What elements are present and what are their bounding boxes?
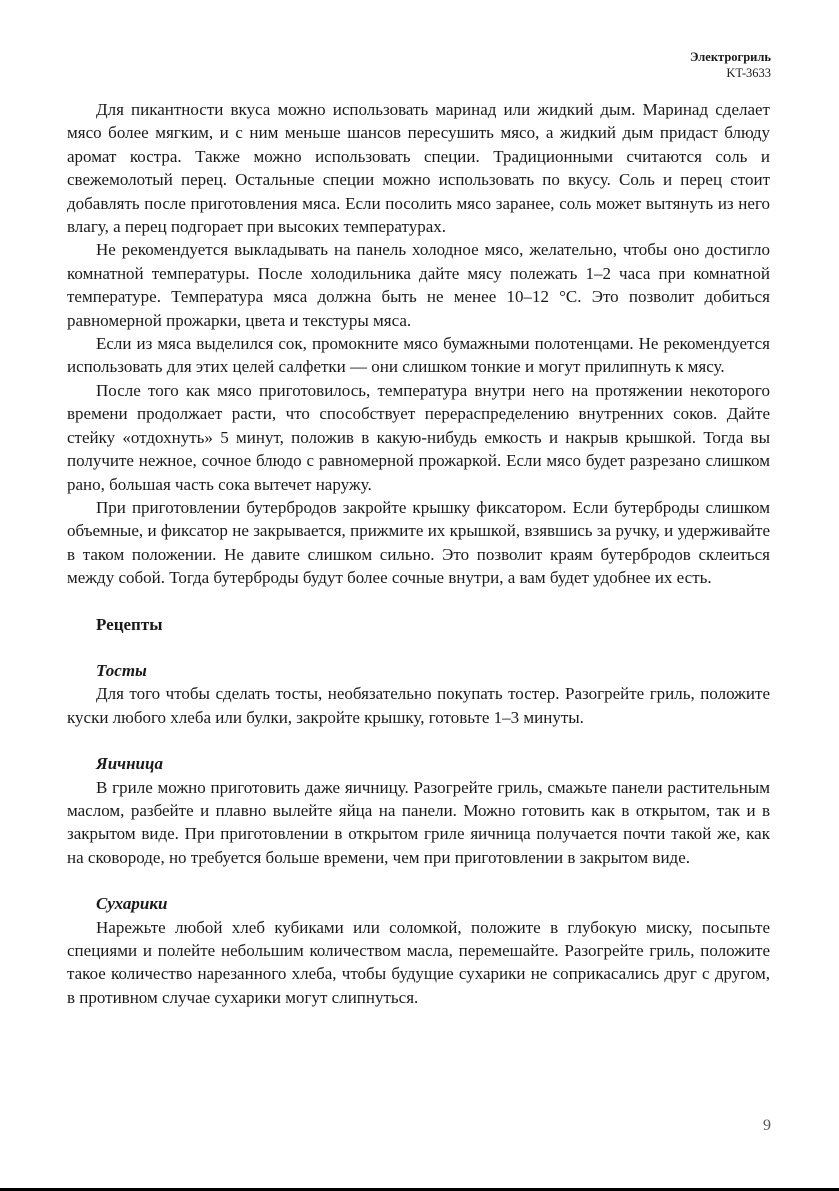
paragraph-resting: После того как мясо приготовилось, температура внутри него на протяжении некоторого времени продолжает расти, что способствует перераспределению внутренних соков. Дайте стейку «отдохнуть» 5 минут, положив в какую-нибудь емкость и накрыв крышкой. Тогда вы получите нежное, сочное блюдо с равномерной прожаркой. Если мясо будет разрезано слишком рано, большая часть сока вытечет наружу. — [67, 380, 770, 494]
recipe-title-eggs: Яичница — [96, 754, 163, 774]
spacer — [67, 729, 770, 752]
spacer — [67, 869, 770, 892]
page-header — [690, 49, 771, 81]
recipe-text-eggs: В гриле можно приготовить даже яичницу. Разогрейте гриль, смажьте панели растительным маслом, разбейте и плавно вылейте яйца на панели. Можно готовить как в открытом, так и в закрытом виде. При приготовлении в открытом гриле яичница получается почти такой же, как на сковороде, но требуется больше времени, чем при приготовлении в закрытом виде. — [67, 777, 770, 867]
body-text — [67, 98, 770, 1009]
page-number: 9 — [763, 1117, 771, 1134]
recipe-text-croutons: Нарежьте любой хлеб кубиками или соломкой, положите в глубокую миску, посыпьте специями и полейте небольшим количеством масла, перемешайте. Разогрейте гриль, положите такое количество нарезанного хлеба, чтобы будущие сухарики не соприкасались друг с другом, в противном случае сухарики могут слипнуться. — [67, 917, 770, 1007]
spacer — [67, 590, 770, 613]
recipes-heading: Рецепты — [96, 614, 163, 634]
paragraph-sandwiches: При приготовлении бутербродов закройте крышку фиксатором. Если бутерброды слишком объемные, и фиксатор не закрывается, прижмите их крышкой, взявшись за ручку, и удерживайте в таком положении. Не давите слишком сильно. Это позволит краям бутербродов склеиться между собой. Тогда бутерброды будут более сочные внутри, а вам будет удобнее их есть. — [67, 497, 770, 588]
paragraph-juice: Если из мяса выделился сок, промокните мясо бумажными полотенцами. Не рекомендуется использовать для этих целей салфетки — они слишком тонкие и могут прилипнуть к мясу. — [67, 334, 770, 377]
recipe-title-toast: Тосты — [96, 660, 147, 680]
spacer — [67, 636, 770, 659]
header-product-name: Электрогриль — [689, 50, 771, 64]
header-model-number: KT-3633 — [726, 66, 771, 80]
paragraph-marinade: Для пикантности вкуса можно использовать маринад или жидкий дым. Маринад сделает мясо более мягким, и с ним меньше шансов пересушить мясо, а жидкий дым придаст блюду аромат костра. Также можно использовать специи. Традиционными считаются соль и свежемолотый перец. Остальные специи можно использовать по вкусу. Соль и перец стоит добавлять после приготовления мяса. Если посолить мясо заранее, соль может вытянуть из него влагу, а перец подгорает при высоких температурах. — [67, 100, 770, 237]
recipe-title-croutons: Сухарики — [96, 894, 168, 914]
paragraph-room-temperature: Не рекомендуется выкладывать на панель холодное мясо, желательно, чтобы оно достигло комнатной температуры. После холодильника дайте мясу полежать 1–2 часа при комнатной температуре. Температура мяса должна быть не менее 10–12 °С. Это позволит добиться равномерной прожарки, цвета и текстуры мяса. — [67, 240, 770, 330]
recipe-text-toast: Для того чтобы сделать тосты, необязательно покупать тостер. Разогрейте гриль, положите куски любого хлеба или булки, закройте крышку, готовьте 1–3 минуты. — [67, 684, 770, 727]
